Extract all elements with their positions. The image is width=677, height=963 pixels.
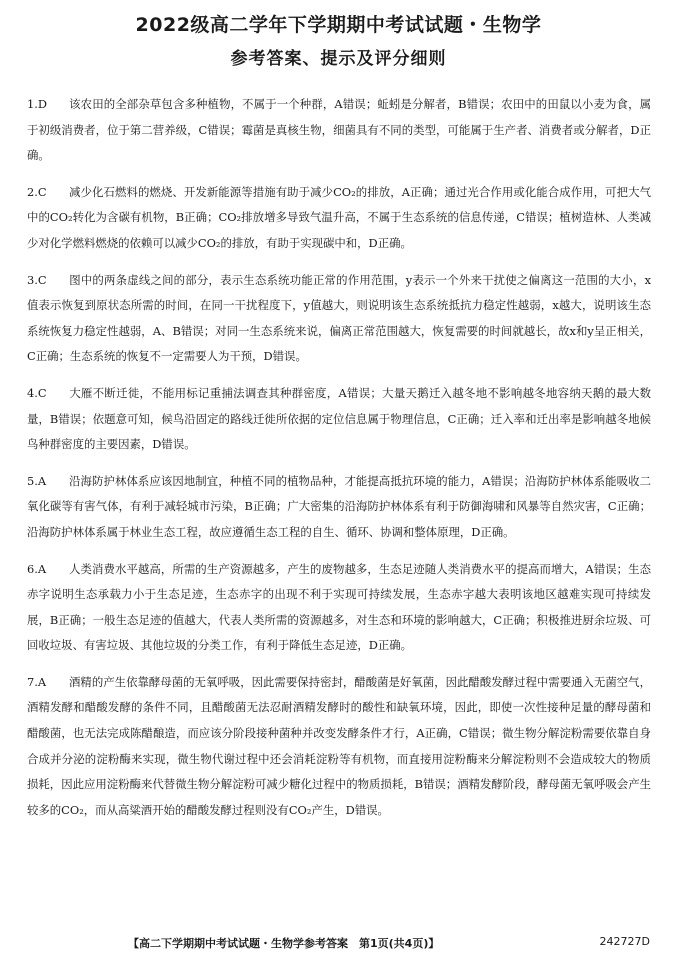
answer-letter: A: [37, 561, 47, 576]
answer-key-1: [27, 92, 69, 118]
answer-item-7: [27, 670, 651, 824]
answer-explanation: 该农田的全部杂草包含多种植物，不属于一个种群，A错误；蚯蚓是分解者，B错误；农田中的田鼠以小麦为食，属于初级消费者，位于第二营养级，C错误；霉菌是真核生物，细菌具有不同的类型，可能属于生产者、消费者或分解者，D正确。: [27, 97, 651, 163]
answer-key-5: [27, 469, 69, 495]
answer-letter: D: [37, 97, 48, 111]
answer-explanation: 沿海防护林体系应该因地制宜，种植不同的植物品种，才能提高抵抗环境的能力，A错误；沿海防护林体系能吸收二氧化碳等有害气体，有利于减轻城市污染，B正确；广大密集的沿海防护林体系有利于防御海啸和风暴等自然灾害，C正确；沿海防护林体系属于林业生态工程，故应遵循生态工程的自生、循环、协调和整体原理，D正确。: [27, 473, 651, 539]
footer-page-info: 【高二下学期期中考试试题・生物学参考答案 第1页(共4页)】: [128, 937, 440, 950]
answer-key-4: [27, 381, 69, 407]
answer-item-1: [27, 92, 651, 169]
question-number: 5.: [27, 473, 38, 488]
answer-list: [27, 92, 651, 834]
question-number: 7.: [27, 674, 38, 689]
answer-letter: A: [37, 674, 47, 689]
answer-explanation: 大雁不断迁徙，不能用标记重捕法调查其种群密度，A错误；大量天鹅迁入越冬地不影响越冬地容纳天鹅的最大数量，B错误；依题意可知，候鸟沿固定的路线迁徙所依据的定位信息属于物理信息，C正确；迁入率和迁出率是影响越冬地候鸟种群密度的主要因素，D错误。: [27, 385, 651, 452]
answer-key-6: [27, 557, 69, 583]
answer-letter: A: [37, 473, 47, 488]
question-number: 6.: [27, 561, 38, 576]
answer-letter: C: [37, 184, 47, 199]
answer-letter: C: [37, 385, 47, 400]
question-number: 2.: [27, 184, 38, 199]
answer-letter: C: [37, 272, 47, 287]
footer-paper-code: 242727D: [599, 935, 650, 948]
answer-explanation: 图中的两条虚线之间的部分，表示生态系统功能正常的作用范围，y表示一个外来干扰使之偏离这一范围的大小，x值表示恢复到原状态所需的时间，在同一干扰程度下，y值越大，则说明该生态系统抵抗力稳定性越弱，x越大，说明该生态系统恢复力稳定性越弱，A、B错误；对同一生态系统来说，偏离正常范围越大，恢复需要的时间就越长，故x和y呈正相关，C正确；生态系统的恢复不一定需要人为干预，D错误。: [27, 272, 651, 364]
page-title: 2022级高二学年下学期期中考试试题・生物学: [135, 14, 542, 36]
answer-key-2: [27, 180, 69, 206]
answer-item-2: [27, 180, 651, 257]
answer-explanation: 人类消费水平越高，所需的生产资源越多，产生的废物越多，生态足迹随人类消费水平的提高而增大，A错误；生态赤字说明生态承载力小于生态足迹，生态赤字的出现不利于实现可持续发展，生态赤字越大表明该地区越难实现可持续发展，B正确；一般生态足迹的值越大，代表人类所需的资源越多，对生态和环境的影响越大，C正确；积极推进厨余垃圾、可回收垃圾、有害垃圾、其他垃圾的分类工作，有利于降低生态足迹，D正确。: [27, 561, 651, 653]
answer-key-7: [27, 670, 69, 696]
answer-item-4: [27, 381, 651, 458]
answer-explanation: 酒精的产生依靠酵母菌的无氧呼吸，因此需要保持密封，醋酸菌是好氧菌，因此醋酸发酵过程中需要通入无菌空气，酒精发酵和醋酸发酵的条件不同，且醋酸菌无法忍耐酒精发酵时的酸性和缺氧环境，因此，即使一次性接种足量的酵母菌和醋酸菌，也无法完成陈醋酿造，而应该分阶段接种菌种并改变发酵条件才行，A正确，C错误；微生物分解淀粉需要依靠自身合成并分泌的淀粉酶来实现，微生物代谢过程中还会消耗淀粉等有机物，而直接用淀粉酶来分解淀粉则不会造成较大的物质损耗，因此应用淀粉酶来代替微生物分解淀粉可减少糖化过程中的物质损耗，B错误；酒精发酵阶段，酵母菌无氧呼吸会产生较多的CO₂，而从高粱酒开始的醋酸发酵过程则没有CO₂产生，D错误。: [27, 674, 651, 817]
answer-item-5: [27, 469, 651, 546]
answer-item-6: [27, 557, 651, 659]
answer-key-3: [27, 268, 69, 294]
question-number: 3.: [27, 272, 38, 287]
answer-item-3: [27, 268, 651, 370]
page-subtitle: 参考答案、提示及评分细则: [230, 49, 447, 69]
question-number: 4.: [27, 385, 38, 400]
question-number: 1.: [27, 97, 38, 111]
answer-explanation: 减少化石燃料的燃烧、开发新能源等措施有助于减少CO₂的排放，A正确；通过光合作用或化能合成作用，可把大气中的CO₂转化为含碳有机物，B正确；CO₂排放增多导致气温升高，不属于生态系统的信息传递，C错误；植树造林、人类减少对化学燃料燃烧的依赖可以减少CO₂的排放，有助于实现碳中和，D正确。: [27, 184, 651, 250]
